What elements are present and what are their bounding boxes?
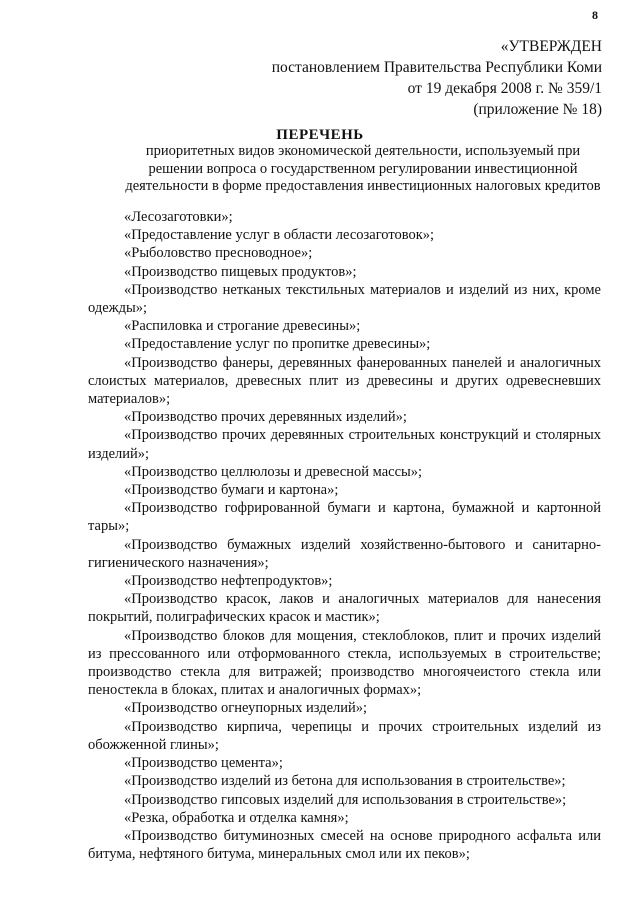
approval-line-approved: «УТВЕРЖДЕН [500,38,602,55]
list-item: «Производство бумаги и картона»; [124,482,339,499]
list-item: «Производство цемента»; [124,755,283,772]
list-item: «Производство огнеупорных изделий»; [124,700,368,717]
list-item: «Производство бумажных изделий хозяйственно-бытового и санитарно-гигиенического назначения»; [88,536,601,571]
document-title: ПЕРЕЧЕНЬ [276,127,364,143]
list-item: «Производство изделий из бетона для использования в строительстве»; [124,773,566,790]
list-item: «Производство гипсовых изделий для использования в строительстве»; [124,791,567,808]
list-item: «Предоставление услуг в области лесозаготовок»; [124,227,435,244]
list-item: «Производство прочих деревянных строительных конструкций и столярных изделий»; [88,427,601,462]
approval-line-decree: постановлением Правительства Республики Коми [271,59,602,76]
page-number: 8 [592,8,598,22]
list-item: «Производство гофрированной бумаги и картона, бумажной и картонной тары»; [88,500,601,535]
list-item: «Производство целлюлозы и древесной массы»; [124,463,423,480]
list-item: «Производство нетканых текстильных материалов и изделий из них, кроме одежды»; [88,281,601,317]
activity-list [88,208,601,863]
list-item: «Производство блоков для мощения, стеклоблоков, плит и прочих изделий из прессованного или отформованного стекла, используемых в строительстве; производство стекла для витражей; производство многоячеистого стекла или пеностекла в блоках, плитах и аналогичных формах»; [88,627,601,699]
list-item: «Производство прочих деревянных изделий»; [124,409,407,426]
approval-line-date: от 19 декабря 2008 г. № 359/1 [407,80,602,97]
list-item: «Лесозаготовки»; [124,209,233,225]
list-item: «Производство пищевых продуктов»; [124,263,357,280]
list-item: «Производство нефтепродуктов»; [124,573,333,590]
list-item: «Распиловка и строгание древесины»; [124,318,361,335]
list-item: «Производство фанеры, деревянных фанерованных панелей и аналогичных слоистых материалов, древесных плит из древесины и других одревесневших материалов»; [88,354,601,408]
list-item: «Производство кирпича, черепицы и прочих строительных изделий из обожженной глины»; [88,718,601,753]
list-item: «Производство битуминозных смесей на основе природного асфальта или битума, нефтяного битума, минеральных смол или их пеков»; [88,827,601,863]
list-item: «Резка, обработка и отделка камня»; [124,809,349,826]
list-item: «Рыболовство пресноводное»; [124,245,313,262]
approval-line-appendix: (приложение № 18) [473,101,602,118]
list-item: «Производство красок, лаков и аналогичных материалов для нанесения покрытий, полиграфических красок и мастик»; [88,591,601,626]
list-item: «Предоставление услуг по пропитке древесины»; [124,336,431,353]
document-subtitle: приоритетных видов экономической деятельности, используемый при решении вопроса о государственном регулировании инвестиционной деятельности в форме предоставления инвестиционных налоговых кредитов [125,143,601,194]
approval-stamp [202,36,602,120]
